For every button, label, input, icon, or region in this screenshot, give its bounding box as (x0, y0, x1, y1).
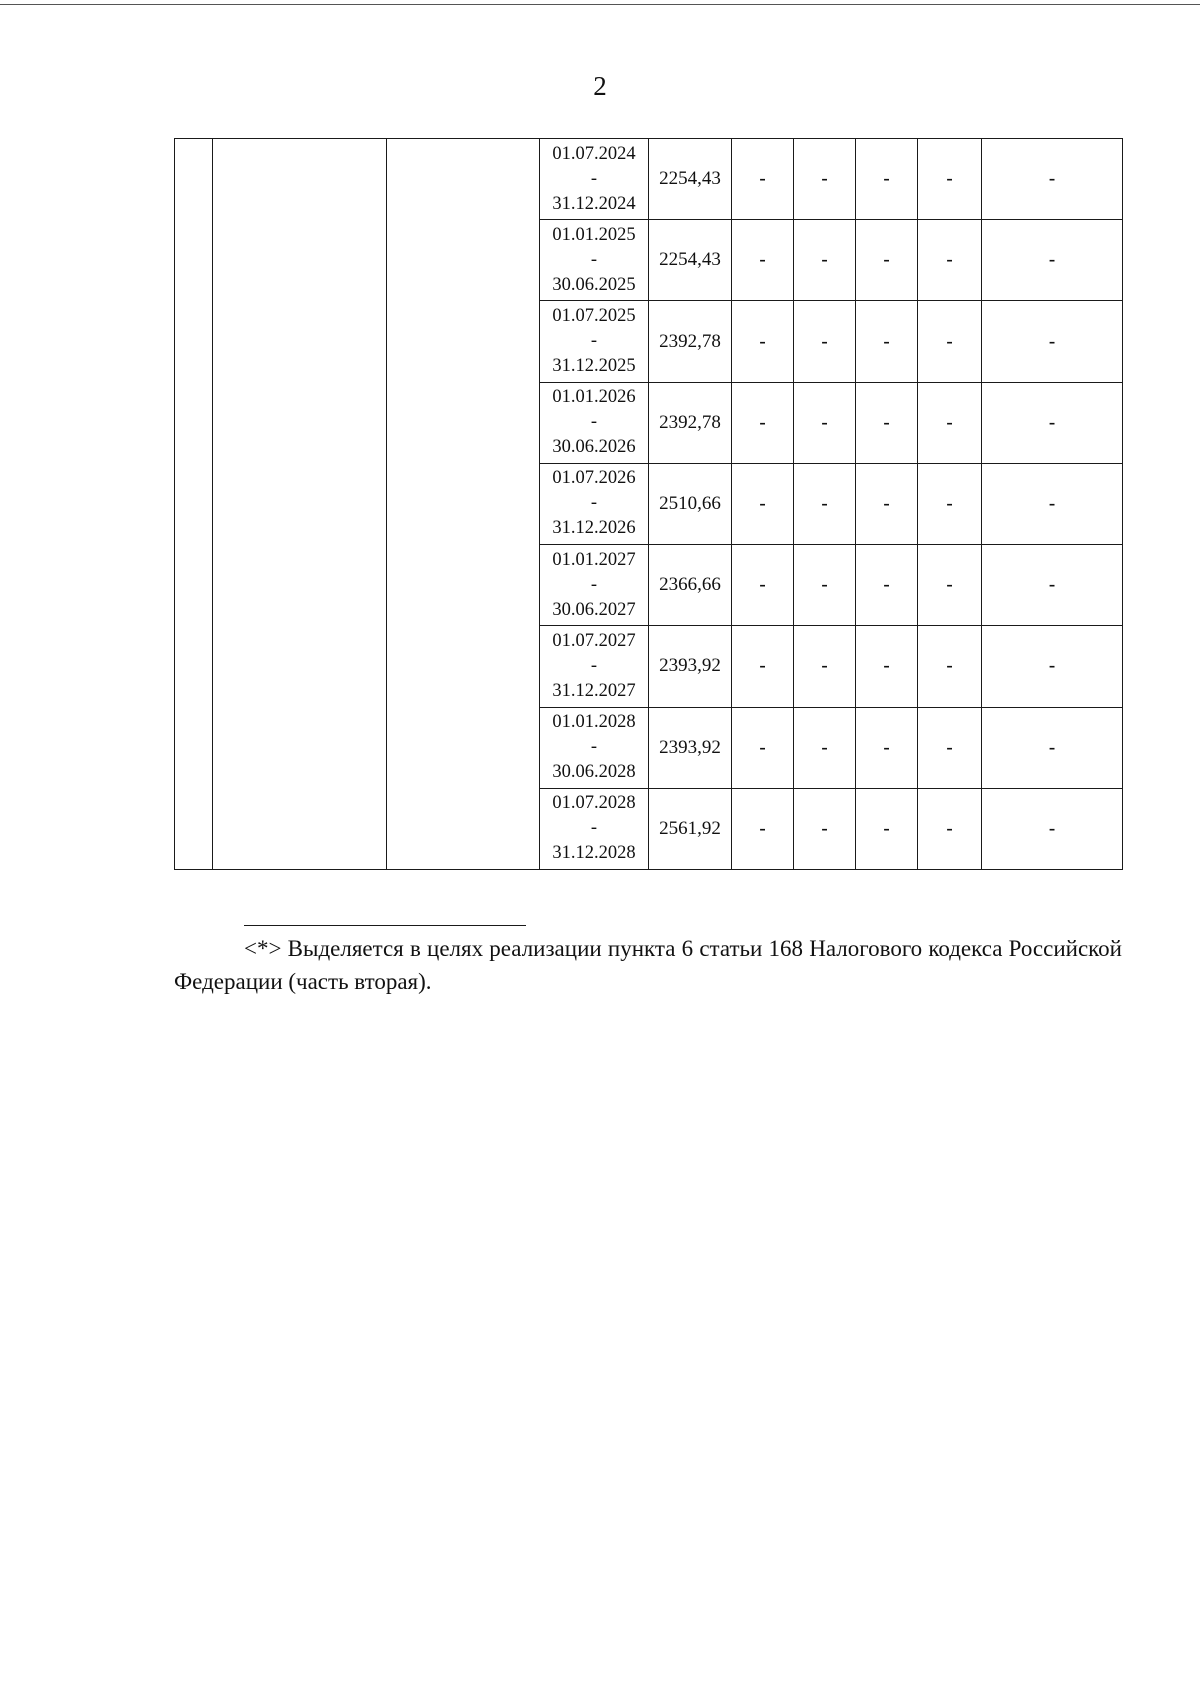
dash-cell: - (918, 707, 982, 788)
top-border-line (0, 4, 1200, 5)
dash-cell: - (732, 545, 794, 626)
dash-cell: - (856, 707, 918, 788)
table-row (175, 139, 1123, 220)
period-cell: 01.07.2025 - 31.12.2025 (540, 301, 649, 382)
tariff-value-cell: 2393,92 (649, 626, 732, 707)
dash-cell: - (982, 788, 1123, 869)
dash-cell: - (856, 463, 918, 544)
dash-cell: - (794, 626, 856, 707)
tariff-value-cell: 2392,78 (649, 382, 732, 463)
footnote-text: <*> Выделяется в целях реализации пункта 6 статьи 168 Налогового кодекса Российской Федерации (часть вторая). (174, 936, 1122, 994)
dash-cell: - (856, 301, 918, 382)
dash-cell: - (794, 463, 856, 544)
index-cell (175, 139, 213, 870)
dash-cell: - (856, 545, 918, 626)
organization-cell (213, 139, 387, 870)
tariff-value-cell: 2254,43 (649, 139, 732, 220)
footnote-separator (244, 925, 526, 926)
dash-cell: - (856, 788, 918, 869)
period-cell: 01.01.2028 - 30.06.2028 (540, 707, 649, 788)
period-cell: 01.07.2024 - 31.12.2024 (540, 139, 649, 220)
dash-cell: - (982, 707, 1123, 788)
dash-cell: - (918, 626, 982, 707)
dash-cell: - (732, 301, 794, 382)
category-cell (387, 139, 540, 870)
dash-cell: - (732, 139, 794, 220)
dash-cell: - (856, 220, 918, 301)
tariff-value-cell: 2561,92 (649, 788, 732, 869)
tariff-value-cell: 2366,66 (649, 545, 732, 626)
period-cell: 01.07.2028 - 31.12.2028 (540, 788, 649, 869)
dash-cell: - (918, 139, 982, 220)
dash-cell: - (982, 139, 1123, 220)
dash-cell: - (732, 220, 794, 301)
table-body (175, 139, 1123, 870)
dash-cell: - (794, 220, 856, 301)
period-cell: 01.01.2027 - 30.06.2027 (540, 545, 649, 626)
tariff-value-cell: 2254,43 (649, 220, 732, 301)
dash-cell: - (794, 707, 856, 788)
tariff-value-cell: 2392,78 (649, 301, 732, 382)
tariff-value-cell: 2393,92 (649, 707, 732, 788)
dash-cell: - (794, 788, 856, 869)
dash-cell: - (794, 545, 856, 626)
dash-cell: - (918, 382, 982, 463)
dash-cell: - (918, 545, 982, 626)
page-number: 2 (593, 71, 607, 101)
dash-cell: - (982, 626, 1123, 707)
period-cell: 01.07.2026 - 31.12.2026 (540, 463, 649, 544)
tariff-table (174, 138, 1123, 870)
dash-cell: - (982, 220, 1123, 301)
tariff-value-cell: 2510,66 (649, 463, 732, 544)
dash-cell: - (918, 463, 982, 544)
period-cell: 01.01.2025 - 30.06.2025 (540, 220, 649, 301)
dash-cell: - (732, 463, 794, 544)
dash-cell: - (982, 301, 1123, 382)
dash-cell: - (918, 788, 982, 869)
dash-cell: - (732, 382, 794, 463)
dash-cell: - (794, 139, 856, 220)
dash-cell: - (794, 382, 856, 463)
dash-cell: - (732, 626, 794, 707)
dash-cell: - (856, 139, 918, 220)
dash-cell: - (918, 220, 982, 301)
period-cell: 01.01.2026 - 30.06.2026 (540, 382, 649, 463)
period-cell: 01.07.2027 - 31.12.2027 (540, 626, 649, 707)
dash-cell: - (794, 301, 856, 382)
dash-cell: - (982, 463, 1123, 544)
dash-cell: - (918, 301, 982, 382)
dash-cell: - (982, 545, 1123, 626)
dash-cell: - (732, 707, 794, 788)
dash-cell: - (732, 788, 794, 869)
dash-cell: - (856, 382, 918, 463)
dash-cell: - (856, 626, 918, 707)
dash-cell: - (982, 382, 1123, 463)
